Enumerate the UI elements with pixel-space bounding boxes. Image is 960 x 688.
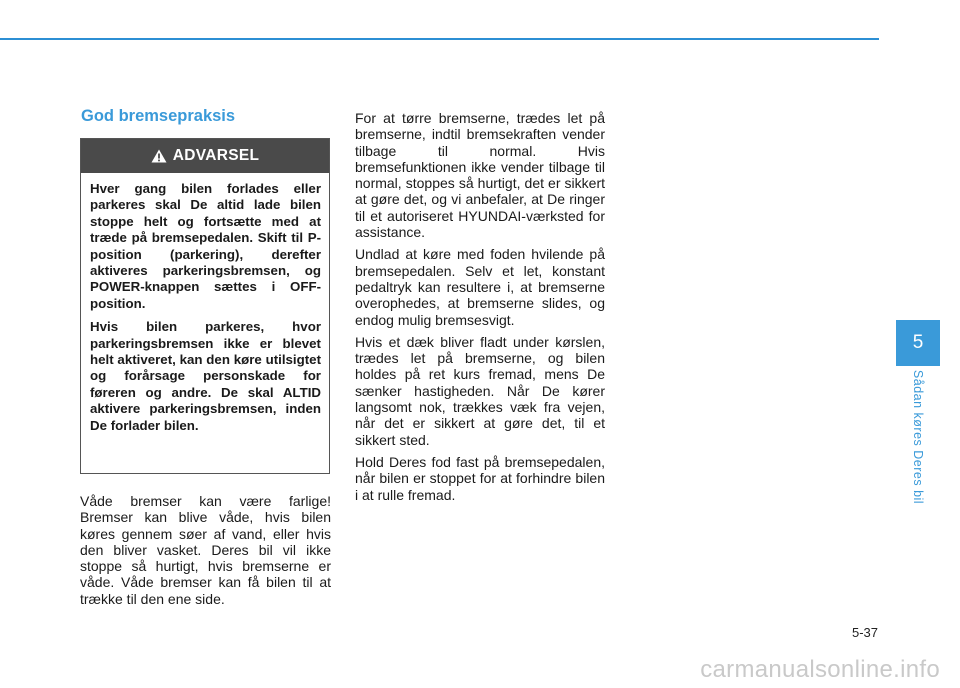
header-rule bbox=[0, 38, 879, 40]
body-paragraph: Hold Deres fod fast på bremsepedalen, når bilen er stoppet for at forhindre bilen i at rulle fremad. bbox=[355, 453, 605, 503]
warning-body bbox=[81, 173, 329, 434]
chapter-title-vertical: Sådan køres Deres bil bbox=[911, 369, 925, 505]
body-paragraph: Hvis et dæk bliver fladt under kørslen, trædes let på bremserne, og bilen holdes på ret kurs fremad, mens De sænker hastigheden. Når De kører langsomt nok, trækkes væk fra vejen, når det er sikkert at gøre det, til et sikkert sted. bbox=[355, 333, 605, 448]
right-column-text bbox=[355, 110, 605, 509]
warning-triangle-icon bbox=[151, 149, 167, 163]
body-paragraph: Undlad at køre med foden hvilende på bremsepedalen. Selv et let, konstant pedaltryk kan resultere i, at bremserne overophedes, at bremserne slides, og endog mulig bremsesvigt. bbox=[355, 246, 605, 328]
body-paragraph: For at tørre bremserne, trædes let på bremserne, indtil bremsekraften vender tilbage til normal. Hvis bremsefunktionen ikke vender tilbage til normal, stoppes så hurtigt, det er sikkert at gøre det, og vi anbefaler, at De ringer til et autoriseret HYUNDAI-værksted for assistance. bbox=[355, 110, 605, 241]
body-paragraph: Våde bremser kan være farlige! Bremser kan blive våde, hvis bilen køres gennem søer af vand, eller hvis den bliver vasket. Deres bil vil ikke stoppe så hurtigt, hvis bremserne er våde. Våde bremser kan få bilen til at trække til den ene side. bbox=[80, 493, 331, 607]
page-number: 5-37 bbox=[851, 625, 878, 640]
warning-box bbox=[80, 138, 330, 474]
watermark-text: carmanualsonline.info bbox=[700, 656, 940, 683]
chapter-number-tab: 5 bbox=[896, 320, 940, 366]
warning-paragraph: Hvis bilen parkeres, hvor parkeringsbremsen ikke er blevet helt aktiveret, kan den køre utilsigtet og forårsage personskade for føreren og andre. De skal ALTID aktivere parkeringsbremsen, inden De forlader bilen. bbox=[90, 319, 321, 433]
warning-paragraph: Hver gang bilen forlades eller parkeres skal De altid lade bilen stoppe helt og fortsætte med at træde på bremsepedalen. Skift til P-position (parkering), derefter aktiveres parkeringsbremsen, og POWER-knappen sættes i OFF-position. bbox=[90, 181, 321, 311]
section-title: God bremsepraksis bbox=[81, 107, 236, 125]
left-column-text bbox=[80, 493, 331, 613]
warning-header bbox=[81, 139, 329, 173]
warning-label: ADVARSEL bbox=[172, 147, 260, 164]
